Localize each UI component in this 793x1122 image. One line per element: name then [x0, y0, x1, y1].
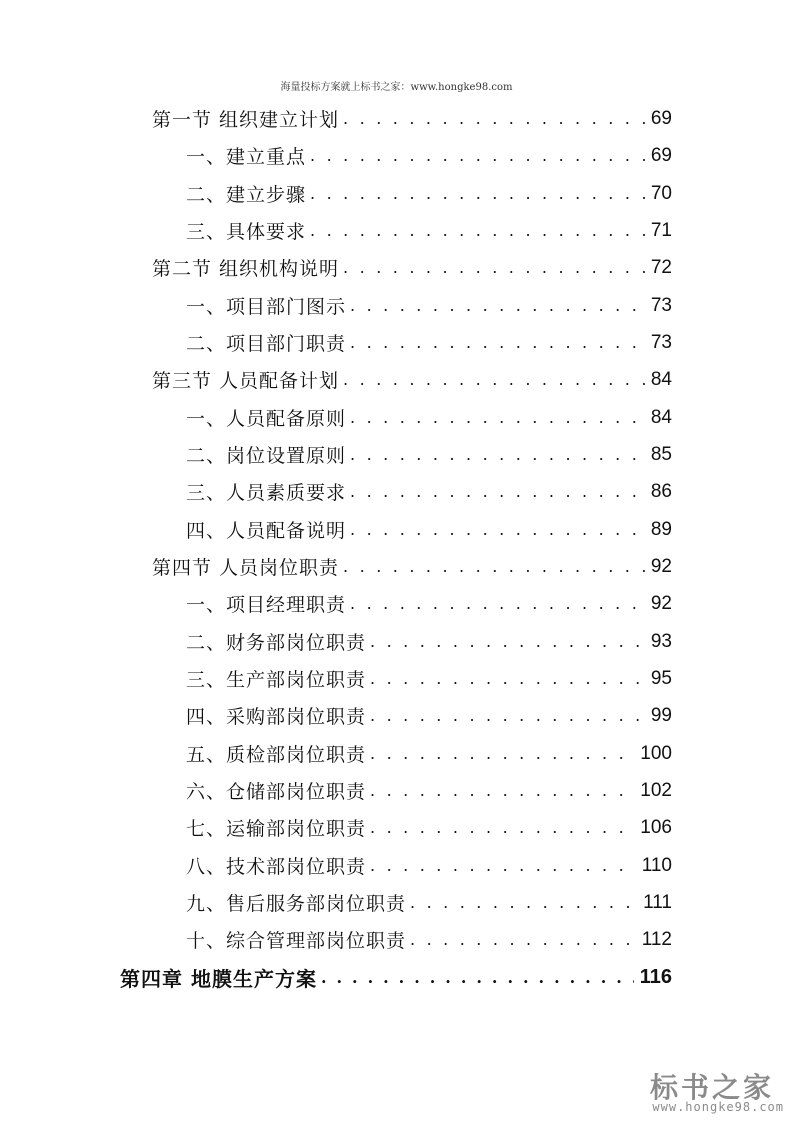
toc-entry-page: 72 [650, 256, 672, 278]
toc-entry-title: 第二节 组织机构说明 [152, 258, 340, 280]
watermark-url: www.hongke98.com [652, 1100, 784, 1114]
toc-entry-page: 92 [650, 592, 672, 614]
toc-entry-page: 89 [650, 518, 672, 540]
toc-entry[interactable] [186, 735, 672, 772]
toc-entry[interactable] [186, 847, 672, 884]
toc-entry[interactable] [152, 548, 672, 585]
leader-dots [370, 818, 634, 837]
toc-entry-title: 第四节 人员岗位职责 [152, 557, 340, 579]
toc-entry-title: 二、项目部门职责 [186, 333, 347, 355]
toc-entry-title: 二、建立步骤 [186, 184, 307, 206]
toc-entry-page: 69 [650, 107, 672, 129]
toc-entry[interactable] [186, 697, 672, 734]
leader-dots [370, 781, 634, 800]
toc-entry-title: 二、财务部岗位职责 [186, 632, 367, 654]
leader-dots [321, 968, 634, 987]
toc-entry-page: 69 [650, 144, 672, 166]
watermark-logo [640, 1060, 790, 1120]
toc-entry-page: 95 [650, 667, 672, 689]
toc-entry-page: 73 [650, 331, 672, 353]
toc-entry-page: 71 [650, 219, 672, 241]
toc-entry-title: 第三节 人员配备计划 [152, 370, 340, 392]
toc-entry-page: 84 [650, 406, 672, 428]
toc-entry[interactable] [186, 809, 672, 846]
toc-entry-title: 四、采购部岗位职责 [186, 706, 367, 728]
toc-entry-page: 112 [641, 928, 672, 950]
leader-dots [310, 221, 645, 240]
leader-dots [350, 408, 645, 427]
leader-dots [343, 370, 645, 389]
leader-dots [350, 482, 645, 501]
leader-dots [370, 632, 645, 651]
toc-entry[interactable] [186, 623, 672, 660]
toc-entry[interactable] [186, 324, 672, 361]
toc-entry-title: 五、质检部岗位职责 [186, 744, 367, 766]
toc-entry-page: 93 [650, 630, 672, 652]
toc-entry[interactable] [152, 361, 672, 398]
leader-dots [350, 445, 645, 464]
leader-dots [343, 557, 645, 576]
toc-entry-title: 六、仓储部岗位职责 [186, 781, 367, 803]
leader-dots [343, 109, 645, 128]
watermark-brand: 标书之家 [649, 1071, 774, 1104]
toc-entry-page: 99 [650, 704, 672, 726]
toc-entry-title: 九、售后服务部岗位职责 [186, 893, 407, 915]
leader-dots [350, 594, 645, 613]
toc-entry-title: 一、建立重点 [186, 146, 307, 168]
toc-entry[interactable] [186, 137, 672, 174]
toc-entry-page: 106 [640, 816, 672, 838]
toc-entry-title: 第四章 地膜生产方案 [120, 967, 317, 991]
toc-entry-title: 一、项目部门图示 [186, 296, 347, 318]
toc-entry-page: 100 [640, 742, 672, 764]
toc-entry-title: 十、综合管理部岗位职责 [186, 930, 407, 952]
toc-entry-page: 102 [640, 779, 672, 801]
toc-entry[interactable] [186, 585, 672, 622]
leader-dots [410, 930, 636, 949]
toc-entry-page: 73 [650, 294, 672, 316]
leader-dots [343, 258, 645, 277]
toc-entry[interactable] [186, 511, 672, 548]
toc-entry-title: 三、人员素质要求 [186, 482, 347, 504]
toc-entry-page: 111 [643, 891, 672, 913]
toc-entry[interactable] [152, 249, 672, 286]
toc-entry-title: 二、岗位设置原则 [186, 445, 347, 467]
toc-entry[interactable] [186, 921, 672, 958]
leader-dots [370, 706, 645, 725]
toc-entry[interactable] [186, 175, 672, 212]
page-header: 海量投标方案就上标书之家：www.hongke98.com [280, 82, 513, 93]
toc-entry-title: 三、生产部岗位职责 [186, 669, 367, 691]
toc-entry-title: 三、具体要求 [186, 221, 307, 243]
toc-entry-page: 85 [650, 443, 672, 465]
toc-entry[interactable] [186, 473, 672, 510]
leader-dots [370, 669, 645, 688]
toc-entry-title: 一、项目经理职责 [186, 594, 347, 616]
leader-dots [370, 856, 636, 875]
toc-entry-title: 四、人员配备说明 [186, 520, 347, 542]
leader-dots [370, 744, 634, 763]
leader-dots [350, 333, 645, 352]
toc-entry-title: 七、运输部岗位职责 [186, 818, 367, 840]
toc-entry[interactable] [186, 399, 672, 436]
toc-entry-page: 116 [639, 966, 672, 988]
toc-entry[interactable] [186, 212, 672, 249]
toc-entry-title: 第一节 组织建立计划 [152, 109, 340, 131]
toc-entry-page: 86 [650, 480, 672, 502]
leader-dots [310, 184, 645, 203]
toc-entry[interactable] [186, 772, 672, 809]
toc-entry-page: 70 [650, 182, 672, 204]
toc-entry-title: 八、技术部岗位职责 [186, 856, 367, 878]
toc-entry[interactable] [186, 287, 672, 324]
toc-entry[interactable] [186, 884, 672, 921]
toc-entry-page: 110 [641, 854, 672, 876]
leader-dots [410, 893, 637, 912]
leader-dots [350, 296, 645, 315]
toc-entry[interactable] [186, 436, 672, 473]
toc-entry-page: 92 [650, 555, 672, 577]
toc-entry-page: 84 [650, 368, 672, 390]
toc-entry-title: 一、人员配备原则 [186, 408, 347, 430]
leader-dots [310, 146, 645, 165]
leader-dots [350, 520, 645, 539]
toc-entry[interactable] [152, 100, 672, 137]
toc-entry[interactable] [186, 660, 672, 697]
toc-chapter-entry[interactable] [120, 959, 672, 996]
